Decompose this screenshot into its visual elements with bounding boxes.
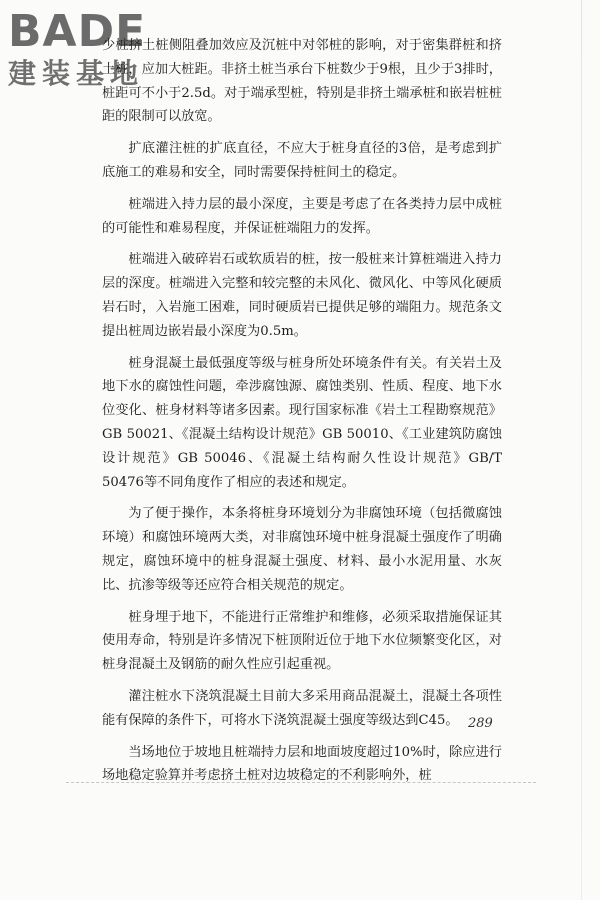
- scan-artifact-line: [66, 782, 536, 783]
- paragraph: 桩身埋于地下，不能进行正常维护和维修，必须采取措施保证其使用寿命，特别是许多情况下桩顶附近位于地下水位频繁变化区，对桩身混凝土及钢筋的耐久性应引起重视。: [102, 609, 502, 673]
- paragraph-continued: 少桩挤土桩侧阻叠加效应及沉桩中对邻桩的影响，对于密集群桩和挤土桩，应加大桩距。非挤土桩当承台下桩数少于9根，且少于3排时，桩距可不小于2.5d。对于端承型桩，特别是非挤土端承桩和嵌岩桩桩距的限制可以放宽。: [102, 38, 502, 125]
- logo-subtitle: 建装基地: [8, 57, 145, 90]
- page-body: [102, 34, 502, 796]
- paragraph: 桩端进入持力层的最小深度，主要是考虑了在各类持力层中成桩的可能性和难易程度，并保证桩端阻力的发挥。: [102, 196, 502, 236]
- paragraph: 当场地位于坡地且桩端持力层和地面坡度超过10%时，除应进行场地稳定验算并考虑挤土桩对边坡稳定的不利影响外，桩: [102, 744, 502, 784]
- paragraph: 桩身混凝土最低强度等级与桩身所处环境条件有关。有关岩土及地下水的腐蚀性问题，牵涉腐蚀源、腐蚀类别、性质、程度、地下水位变化、桩身材料等诸多因素。现行国家标准《岩土工程勘察规范》GB 50021、《混凝土结构设计规范》GB 50010、《工业建筑防腐蚀设计规范》GB 50046、《混凝土结构耐久性设计规范》GB/T 50476等不同角度作了相应的表述和规定。: [102, 355, 502, 490]
- page-number: 289: [468, 716, 493, 731]
- paragraph: 桩端进入破碎岩石或软质岩的桩，按一般桩来计算桩端进入持力层的深度。桩端进入完整和较完整的未风化、微风化、中等风化硬质岩石时，入岩施工困难，同时硬质岩已提供足够的端阻力。规范条文提出桩周边嵌岩最小深度为0.5m。: [102, 252, 502, 339]
- paragraph: 扩底灌注桩的扩底直径，不应大于桩身直径的3倍，是考虑到扩底施工的难易和安全，同时需要保持桩间土的稳定。: [102, 141, 502, 180]
- logo-brand: BADE: [8, 6, 147, 57]
- paragraph: 灌注桩水下浇筑混凝土目前大多采用商品混凝土，混凝土各项性能有保障的条件下，可将水下浇筑混凝土强度等级达到C45。: [102, 688, 502, 728]
- scan-edge: [581, 0, 582, 900]
- paragraph: 为了便于操作，本条将桩身环境划分为非腐蚀环境（包括微腐蚀环境）和腐蚀环境两大类，对非腐蚀环境中桩身混凝土强度作了明确规定，腐蚀环境中的桩身混凝土强度、材料、最小水泥用量、水灰比、抗渗等级等还应符合相关规范的规定。: [102, 506, 502, 593]
